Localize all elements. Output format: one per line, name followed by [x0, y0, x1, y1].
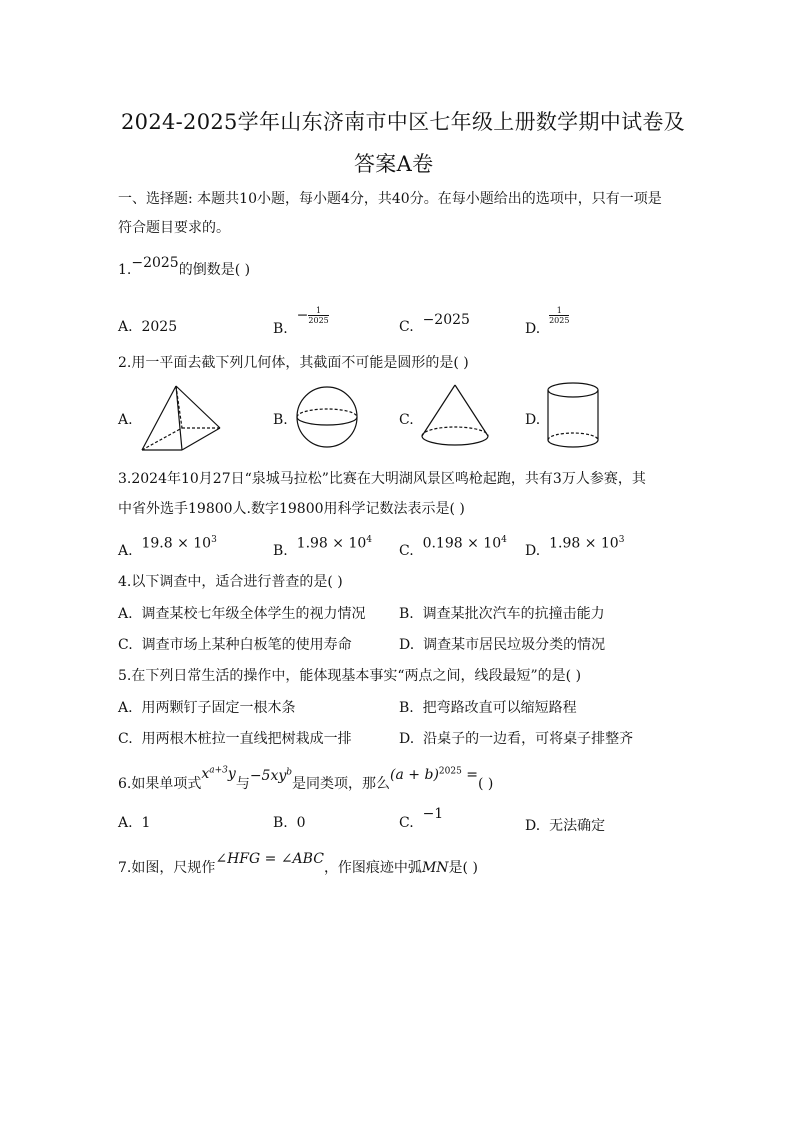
question-4-option-c[interactable]: C. 调查市场上某种白板笔的使用寿命 [118, 637, 352, 653]
question-3-option-d[interactable]: D. $1.98 \times 10^3$ [525, 535, 625, 559]
question-1-option-d[interactable]: D. $\frac{1}{2025}$ [525, 306, 570, 337]
question-2-stem: 2.用一平面去截下列几何体，其截面不可能是圆形的是( ) [118, 355, 469, 371]
question-4-option-a[interactable]: A. 调查某校七年级全体学生的视力情况 [118, 606, 366, 622]
question-5-option-b[interactable]: B. 把弯路改直可以缩短路程 [399, 700, 577, 716]
question-5-option-c[interactable]: C. 用两根木桩拉一直线把树栽成一排 [118, 731, 352, 747]
question-6-stem: 6.如果单项式$x^{a+3}y$与$-5xy^b$是同类项，那么$(a + b)^{2025}$ =( ) [118, 765, 494, 792]
question-4-option-d[interactable]: D. 调查某市居民垃圾分类的情况 [399, 637, 606, 653]
question-2-option-d-label[interactable]: D. [525, 412, 541, 428]
question-6-option-b[interactable]: B. 0 [273, 815, 306, 831]
section-header-line-1: 一、选择题: 本题共10小题，每小题4分，共40分。在每小题给出的选项中，只有一项是 [118, 191, 662, 207]
question-2-option-c-label[interactable]: C. [399, 412, 414, 428]
question-1-expression: −2025 [131, 255, 179, 271]
question-7-stem: 7.如图，尺规作∠HFG = ∠ABC，作图痕迹中弧MN是( ) [118, 851, 478, 876]
sphere-icon [294, 384, 360, 450]
section-header-line-2: 符合题目要求的。 [118, 220, 230, 236]
question-3-option-b[interactable]: B. $1.98 \times 10^4$ [273, 535, 373, 559]
question-3-stem-line-1: 3.2024年10月27日“泉城马拉松”比赛在大明湖风景区鸣枪起跑，共有3万人参赛，其 [118, 471, 646, 487]
question-1-number: 1. [118, 262, 132, 278]
question-3-stem-line-2: 中省外选手19800人.数字19800用科学记数法表示是( ) [118, 501, 465, 517]
page-title-line-1: 2024-2025学年山东济南市中区七年级上册数学期中试卷及 [121, 110, 685, 134]
question-3-option-a[interactable]: A. $19.8 \times 10^3$ [118, 535, 217, 559]
question-1-option-b[interactable]: B. − $\frac{1}{2025}$ [273, 306, 329, 337]
question-6-option-a[interactable]: A. 1 [118, 815, 151, 831]
question-4-stem: 4.以下调查中，适合进行普查的是( ) [118, 574, 343, 590]
question-1-stem [118, 255, 251, 279]
question-6-option-d[interactable]: D. 无法确定 [525, 818, 606, 834]
question-2-option-b-label[interactable]: B. [273, 412, 288, 428]
question-6-option-c[interactable]: C. −1 [399, 806, 444, 831]
question-1-option-c[interactable]: C. −2025 [399, 312, 470, 335]
cone-icon [420, 382, 490, 450]
question-5-option-d[interactable]: D. 沿桌子的一边看，可将桌子排整齐 [399, 731, 634, 747]
question-1-option-a[interactable]: A. 2025 [118, 319, 178, 335]
question-5-option-a[interactable]: A. 用两颗钉子固定一根木条 [118, 700, 296, 716]
cylinder-icon [545, 380, 601, 452]
page-title-line-2: 答案A卷 [354, 152, 434, 176]
triangular-prism-icon [138, 382, 228, 454]
question-2-option-a-label[interactable]: A. [118, 412, 133, 428]
question-4-option-b[interactable]: B. 调查某批次汽车的抗撞击能力 [399, 606, 605, 622]
question-5-stem: 5.在下列日常生活的操作中，能体现基本事实“两点之间，线段最短”的是( ) [118, 668, 582, 684]
question-3-option-c[interactable]: C. $0.198 \times 10^4$ [399, 535, 507, 559]
question-1-suffix: 的倒数是( ) [178, 262, 251, 278]
